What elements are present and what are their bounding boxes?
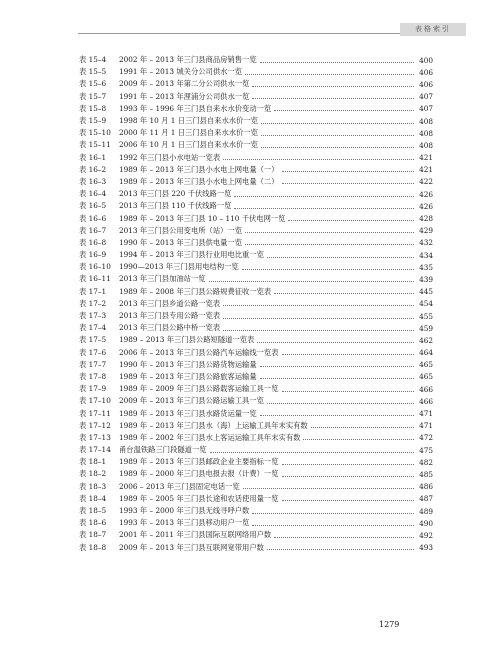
entry-number: 表 16–9 (79, 250, 107, 260)
entry-title: 1989 年 – 2013 年三门县小水电上网电量（二） (119, 176, 279, 186)
entry-number: 表 18–1 (79, 457, 107, 467)
entry-title: 1991 年 – 2013 城关分公司供水一览 (119, 67, 243, 77)
dot-leader (274, 293, 414, 294)
entry-title: 1991 年 – 2013 年浬浦分公司供水一览 (119, 91, 250, 101)
entry-page: 493 (419, 543, 433, 553)
entry-title: 1989 年 – 2013 年三门县小水电上网电量（一） (119, 164, 279, 174)
dot-leader (288, 220, 414, 221)
entry-page: 465 (419, 372, 433, 382)
entry-page: 432 (419, 238, 433, 248)
entry-number: 表 17–3 (79, 311, 107, 321)
entry-title: 1989 年 – 2005 年三门县长途和农话使用量一览 (119, 493, 279, 503)
dot-leader (282, 476, 414, 477)
entry-page: 471 (419, 421, 433, 431)
index-entry (79, 347, 433, 359)
entry-title: 1989 年 – 2013 年三门县水（海）上运输工具年末实有数 (119, 420, 308, 430)
entry-number: 表 15–8 (79, 103, 107, 113)
index-entry (79, 395, 433, 407)
index-entry (79, 542, 433, 554)
entry-number: 表 16–3 (79, 176, 107, 186)
index-entry (79, 334, 433, 346)
entry-title: 2001 年 – 2011 年三门县国际互联网络用户数 (119, 530, 272, 540)
index-entry (79, 152, 433, 164)
entry-page: 406 (419, 79, 433, 89)
dot-leader (282, 464, 414, 465)
entry-page: 445 (419, 287, 433, 297)
entry-number: 表 16–8 (79, 237, 107, 247)
dot-leader (245, 74, 414, 75)
entry-title: 1989 年 – 2013 年三门县水路货运量一览 (119, 408, 257, 418)
entry-number: 表 17–12 (79, 420, 111, 430)
dot-leader (311, 427, 414, 428)
entry-title: 1990—2013 年三门县用电结构一览 (119, 262, 239, 272)
entry-title: 1989 年 – 2002 年三门县水上客运运输工具年末实有数 (119, 432, 301, 442)
entry-number: 表 16–7 (79, 225, 107, 235)
entry-title: 1989 年 – 2013 年三门县邮政企业主要指标一览 (119, 457, 279, 467)
entry-page: 472 (419, 433, 433, 443)
entry-number: 表 17–11 (79, 408, 111, 418)
entry-number: 表 17–2 (79, 298, 107, 308)
index-entry (79, 493, 433, 505)
dot-leader (267, 403, 414, 404)
dot-leader (267, 257, 414, 258)
index-entry (79, 127, 433, 139)
entry-number: 表 17–9 (79, 384, 107, 394)
entry-page: 466 (419, 396, 433, 406)
dot-leader (234, 208, 414, 209)
entry-page: 490 (419, 518, 433, 528)
index-entry (79, 139, 433, 151)
dot-leader (303, 439, 414, 440)
index-entry (79, 432, 433, 444)
entry-page: 422 (419, 177, 433, 187)
dot-leader (274, 537, 414, 538)
index-entry (79, 298, 433, 310)
entry-page: 407 (419, 104, 433, 114)
entry-page: 421 (419, 165, 433, 175)
index-entry (79, 237, 433, 249)
entry-title: 2013 年三门县公路中桥一览表 (119, 323, 221, 333)
entry-page: 406 (419, 67, 433, 77)
dot-leader (245, 232, 414, 233)
dot-leader (260, 62, 414, 63)
entry-page: 429 (419, 226, 433, 236)
index-entry (79, 212, 433, 224)
entry-page: 489 (419, 506, 433, 516)
dot-leader (261, 147, 414, 148)
entry-number: 表 18–4 (79, 493, 107, 503)
index-entry (79, 529, 433, 541)
entry-title: 2000 年 11 月 1 日三门县自来水水价一览 (119, 128, 258, 138)
entry-page: 408 (419, 116, 433, 126)
entry-number: 表 16–10 (79, 262, 111, 272)
entry-title: 甬台温铁路三门段隧道一览 (119, 445, 207, 455)
entry-number: 表 17–7 (79, 359, 107, 369)
dot-leader (209, 281, 414, 282)
dot-leader (267, 549, 414, 550)
index-entry (79, 310, 433, 322)
index-entry (79, 176, 433, 188)
entry-number: 表 17–5 (79, 335, 107, 345)
entry-page: 475 (419, 445, 433, 455)
entry-page: 455 (419, 311, 433, 321)
index-entry (79, 115, 433, 127)
index-entry (79, 444, 433, 456)
dot-leader (234, 196, 414, 197)
index-entry (79, 468, 433, 480)
entry-title: 1994 年 – 2013 年三门县行业用电比重一览 (119, 250, 264, 260)
dot-leader (260, 415, 414, 416)
index-entry (79, 188, 433, 200)
entry-title: 2009 年 – 2013 年三门县公路运输工具一览 (119, 396, 264, 406)
index-entry (79, 505, 433, 517)
entry-number: 表 17–14 (79, 445, 111, 455)
index-entry (79, 420, 433, 432)
index-entry (79, 200, 433, 212)
entry-title: 2013 年三门县专用公路一览表 (119, 311, 221, 321)
entry-page: 487 (419, 494, 433, 504)
page-number: 1279 (379, 620, 400, 629)
entry-number: 表 18–3 (79, 481, 107, 491)
entry-number: 表 17–10 (79, 396, 111, 406)
entry-page: 407 (419, 92, 433, 102)
entry-number: 表 17–6 (79, 347, 107, 357)
entry-title: 1989 年 – 2000 年三门县电报去报（计费）一览 (119, 469, 279, 479)
entry-number: 表 18–7 (79, 530, 107, 540)
entry-title: 2002 年 – 2013 年三门县商品房销售一览 (119, 55, 257, 65)
dot-leader (282, 171, 414, 172)
entry-number: 表 15–11 (79, 140, 111, 150)
entry-page: 462 (419, 335, 433, 345)
entry-number: 表 16–5 (79, 201, 107, 211)
dot-leader (243, 488, 414, 489)
entry-title: 1993 年 – 2013 年三门县移动用户一览 (119, 518, 250, 528)
entry-title: 2013 年三门县加油站一览 (119, 274, 206, 284)
entry-number: 表 18–6 (79, 518, 107, 528)
entry-title: 2006 年 10 月 1 日三门县自来水水价一览 (119, 140, 258, 150)
entry-page: 482 (419, 457, 433, 467)
entry-number: 表 16–4 (79, 189, 107, 199)
dot-leader (260, 378, 414, 379)
entry-title: 2009 年 – 2013 年三门县互联网宽带用户数 (119, 542, 264, 552)
dot-leader (223, 159, 414, 160)
entry-title: 1990 年 – 2013 年三门县供电量一览 (119, 237, 243, 247)
entry-page: 439 (419, 274, 433, 284)
entry-title: 1989 – 2013 年三门县公路短隧道一览表 (119, 335, 255, 345)
entry-number: 表 15–6 (79, 79, 107, 89)
dot-leader (261, 135, 414, 136)
entry-number: 表 15–10 (79, 128, 111, 138)
index-entry (79, 407, 433, 419)
dot-leader (252, 513, 414, 514)
dot-leader (260, 366, 414, 367)
entry-page: 454 (419, 299, 433, 309)
dot-leader (223, 318, 414, 319)
dot-leader (257, 342, 414, 343)
entry-page: 492 (419, 530, 433, 540)
table-index-list (79, 54, 433, 554)
index-entry (79, 286, 433, 298)
entry-title: 1989 年 – 2009 年三门县公路载客运输工具一览 (119, 384, 279, 394)
entry-title: 1989 年 – 2013 年三门县公路旅客运输量 (119, 371, 257, 381)
entry-number: 表 16–11 (79, 274, 111, 284)
entry-number: 表 16–2 (79, 164, 107, 174)
index-entry (79, 371, 433, 383)
entry-title: 2013 年三门县 220 千伏线路一览 (119, 189, 232, 199)
dot-leader (274, 110, 414, 111)
dot-leader (282, 354, 414, 355)
entry-number: 表 15–7 (79, 91, 107, 101)
index-entry (79, 273, 433, 285)
dot-leader (282, 183, 414, 184)
entry-page: 486 (419, 482, 433, 492)
entry-number: 表 15–4 (79, 55, 107, 65)
dot-leader (245, 244, 414, 245)
index-entry (79, 322, 433, 334)
dot-leader (282, 500, 414, 501)
index-entry (79, 164, 433, 176)
index-entry (79, 249, 433, 261)
entry-page: 464 (419, 348, 433, 358)
entry-page: 426 (419, 201, 433, 211)
entry-title: 2013 年三门县 110 千伏线路一览 (119, 201, 232, 211)
entry-page: 465 (419, 360, 433, 370)
entry-page: 471 (419, 409, 433, 419)
dot-leader (210, 452, 414, 453)
entry-title: 2006 – 2013 年三门县固定电话一览 (119, 481, 240, 491)
dot-leader (252, 525, 414, 526)
entry-title: 2006 年 – 2013 年三门县公路汽车运输线一览表 (119, 347, 279, 357)
entry-number: 表 18–5 (79, 506, 107, 516)
entry-title: 1989 年 – 2013 年三门县 10 – 110 千伏电网一览 (119, 213, 286, 223)
entry-page: 466 (419, 384, 433, 394)
entry-title: 2009 年 – 2013 年第二分公司供水一览 (119, 79, 250, 89)
entry-number: 表 18–8 (79, 542, 107, 552)
entry-title: 1993 年 – 2000 年三门县无线寻呼户数 (119, 506, 250, 516)
entry-number: 表 17–8 (79, 371, 107, 381)
entry-title: 1998 年 10 月 1 日三门县自来水水价一览 (119, 116, 258, 126)
dot-leader (282, 391, 414, 392)
entry-title: 2013 年三门县公用变电所（站）一览 (119, 225, 243, 235)
dot-leader (242, 269, 414, 270)
entry-page: 408 (419, 140, 433, 150)
entry-page: 421 (419, 153, 433, 163)
entry-number: 表 16–1 (79, 152, 107, 162)
entry-page: 435 (419, 262, 433, 272)
entry-page: 434 (419, 250, 433, 260)
entry-page: 459 (419, 323, 433, 333)
entry-page: 400 (419, 55, 433, 65)
entry-page: 485 (419, 469, 433, 479)
section-tag: 表格索引 (400, 23, 466, 36)
entry-number: 表 15–9 (79, 116, 107, 126)
index-entry (79, 225, 433, 237)
entry-number: 表 17–13 (79, 432, 111, 442)
entry-page: 428 (419, 214, 433, 224)
index-entry (79, 359, 433, 371)
index-entry (79, 481, 433, 493)
entry-number: 表 17–4 (79, 323, 107, 333)
entry-title: 2013 年三门县乡道公路一览表 (119, 298, 221, 308)
entry-title: 1993 年 – 1996 年三门县自来水水价变动一览 (119, 103, 272, 113)
entry-number: 表 18–2 (79, 469, 107, 479)
index-entry (79, 456, 433, 468)
index-entry (79, 54, 433, 66)
entry-page: 426 (419, 189, 433, 199)
dot-leader (223, 305, 414, 306)
entry-title: 1990 年 – 2013 年三门县公路货物运输量 (119, 359, 257, 369)
entry-page: 408 (419, 128, 433, 138)
dot-leader (223, 330, 414, 331)
dot-leader (252, 98, 414, 99)
index-entry (79, 517, 433, 529)
index-entry (79, 66, 433, 78)
entry-title: 1989 年 – 2008 年三门县公路规费征收一览表 (119, 286, 272, 296)
dot-leader (261, 123, 414, 124)
dot-leader (252, 86, 414, 87)
index-entry (79, 103, 433, 115)
index-entry (79, 261, 433, 273)
entry-number: 表 17–1 (79, 286, 107, 296)
entry-title: 1992 年三门县小水电站一览表 (119, 152, 221, 162)
entry-number: 表 16–6 (79, 213, 107, 223)
entry-number: 表 15–5 (79, 67, 107, 77)
index-entry (79, 78, 433, 90)
index-entry (79, 383, 433, 395)
index-entry (79, 91, 433, 103)
